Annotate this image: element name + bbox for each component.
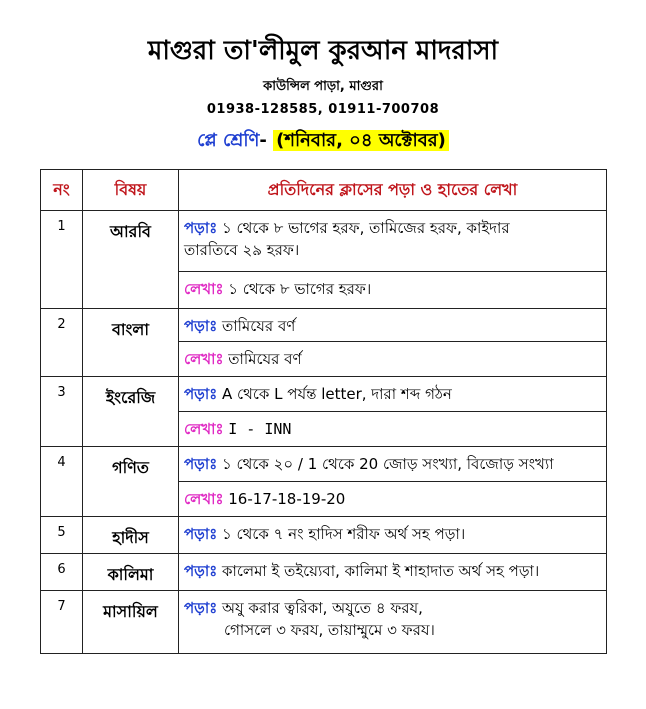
row-number: 1 [41,211,83,309]
read-cell [179,447,607,482]
phone-numbers: 01938-128585, 01911-700708 [206,102,440,117]
table-row [41,554,607,591]
row-subject: কালিমা [83,554,179,591]
read-label: পড়াঃ [184,385,218,403]
write-text: 16-17-18-19-20 [228,490,346,508]
page-title: মাগুরা তা'লীমুল কুরআন মাদরাসা [147,36,499,66]
read-text: A থেকে L পর্যন্ত letter, দারা শব্দ গঠন [222,385,452,403]
read-label: পড়াঃ [184,219,218,237]
read-text: তামিযের বর্ণ [222,317,296,335]
read-label: পড়াঃ [184,317,218,335]
write-cell [179,272,607,309]
table-row [41,517,607,554]
table-row [41,591,607,654]
read-label: পড়াঃ [184,525,218,543]
read-cell [179,554,607,591]
read-cell [179,377,607,412]
row-number: 7 [41,591,83,654]
write-label: লেখাঃ [184,280,224,298]
read-text-cont: তারতিবে ২৯ হরফ। [184,241,300,259]
read-text: অযু করার ত্বরিকা, অযুতে ৪ ফরয, [222,599,423,617]
row-subject: গণিত [83,447,179,517]
row-number: 2 [41,309,83,377]
write-text: ১ থেকে ৮ ভাগের হরফ। [228,280,372,298]
read-cell [179,517,607,554]
read-text-cont: গোসলে ৩ ফরয, তায়াম্মুমে ৩ ফরয। [224,621,435,639]
write-label: লেখাঃ [184,490,224,508]
write-cell [179,412,607,447]
read-label: পড়াঃ [184,599,218,617]
row-number: 5 [41,517,83,554]
read-label: পড়াঃ [184,562,218,580]
write-text: তামিযের বর্ণ [228,350,302,368]
header-no: নং [41,170,83,211]
row-subject: বাংলা [83,309,179,377]
row-number: 4 [41,447,83,517]
row-number: 3 [41,377,83,447]
read-label: পড়াঃ [184,455,218,473]
row-subject: মাসায়িল [83,591,179,654]
read-cell [179,591,607,654]
subtitle-separator: - [259,130,274,151]
write-label: লেখাঃ [184,420,224,438]
write-cell [179,342,607,377]
class-label: প্লে শ্রেণি [197,130,260,151]
table-header-row [41,170,607,211]
row-subject: আরবি [83,211,179,309]
header-content: প্রতিদিনের ক্লাসের পড়া ও হাতের লেখা [179,170,607,211]
class-date-subtitle [0,128,646,154]
row-subject: ইংরেজি [83,377,179,447]
read-cell [179,309,607,342]
read-cell [179,211,607,272]
read-text: ১ থেকে ২০ / 1 থেকে 20 জোড় সংখ্যা, বিজোড় সংখ্যা [222,455,554,473]
table-row [41,377,607,412]
read-text: ১ থেকে ৭ নং হাদিস শরীফ অর্থ সহ পড়া। [222,525,466,543]
address-line: কাউন্সিল পাড়া, মাগুরা [263,79,383,94]
write-cell [179,482,607,517]
table-row [41,211,607,272]
write-label: লেখাঃ [184,350,224,368]
row-subject: হাদীস [83,517,179,554]
table-row [41,309,607,342]
header-subject: বিষয় [83,170,179,211]
row-number: 6 [41,554,83,591]
date-label: (শনিবার, ০৪ অক্টোবর) [273,130,449,151]
table-row [41,447,607,482]
read-text: কালেমা ই তইয়্যেবা, কালিমা ই শাহাদাত অর্থ সহ পড়া। [222,562,540,580]
read-text: ১ থেকে ৮ ভাগের হরফ, তামিজের হরফ, কাইদার [222,219,510,237]
write-text: I - INN [228,420,292,438]
class-schedule-table [40,169,607,654]
